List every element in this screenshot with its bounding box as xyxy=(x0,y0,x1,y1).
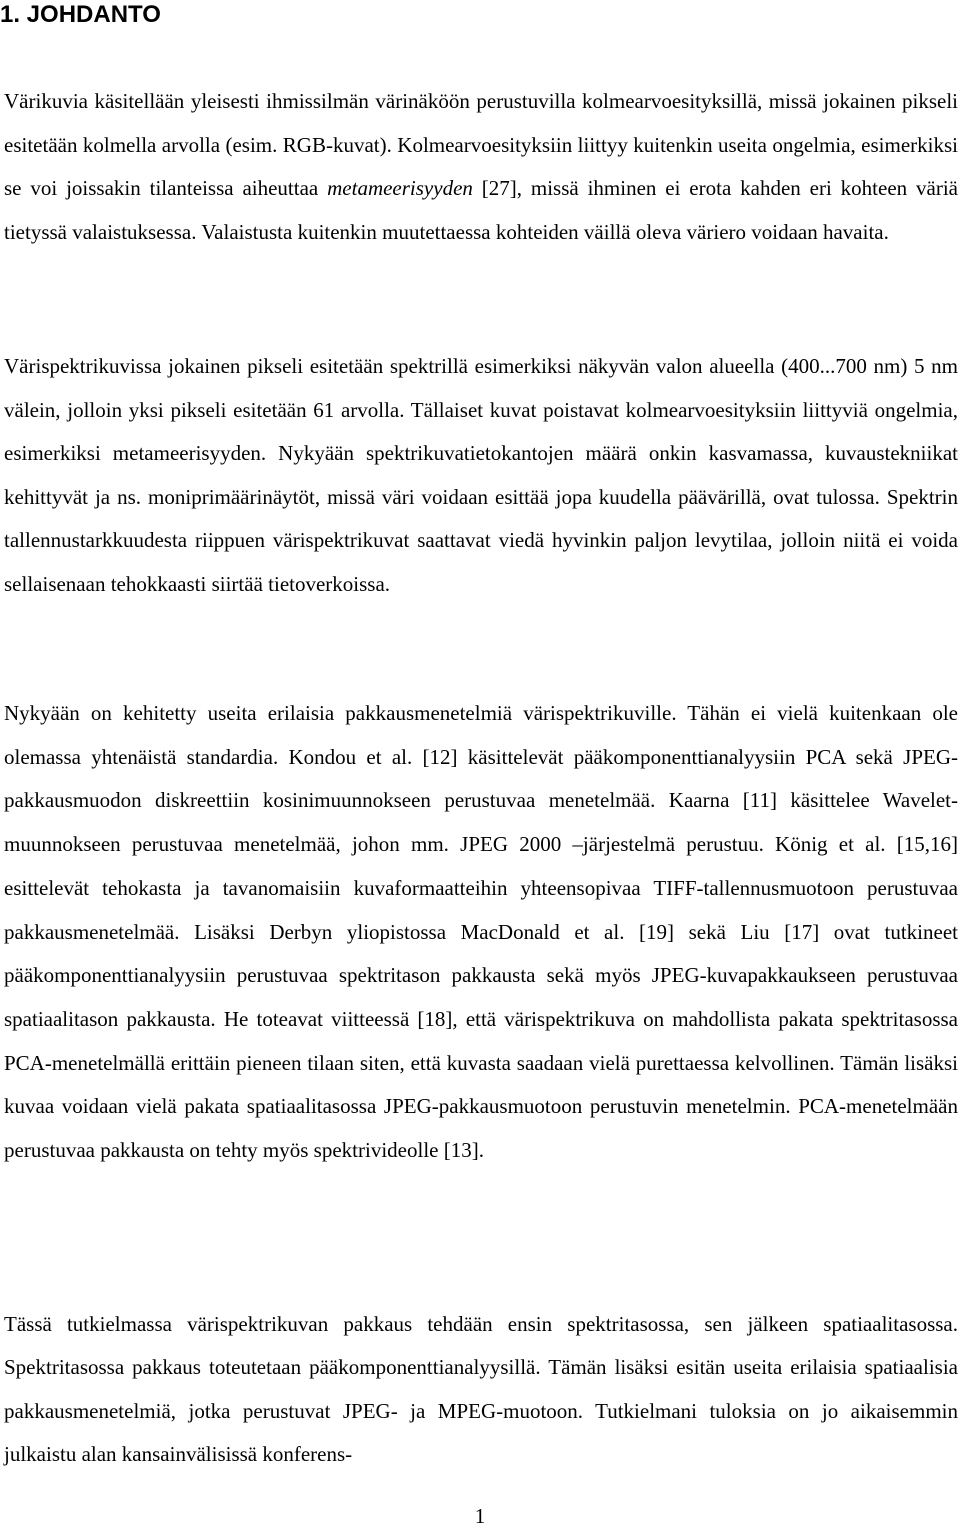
paragraph-thesis-scope-text: Tässä tutkielmassa värispektrikuvan pakkaus tehdään ensin spektritasossa, sen jälkeen spatiaalitasossa. Spektritasossa pakkaus toteutetaan pääkomponenttianalyysillä. Tämän lisäksi esitän useita erilaisia spatiaalisia pakkausmenetelmiä, jotka perustuvat JPEG- ja MPEG-muotoon. Tutkielmani tuloksia on jo aikaisemmin julkaistu alan kansainvälisissä konferens- xyxy=(4,1312,958,1467)
paragraph-intro-text-a: Värikuvia käsitellään yleisesti ihmissilmän värinäköön perustuvilla kolmearvoesityksillä, missä jokainen pikseli esitetään kolmella arvolla (esim. RGB-kuvat). Kolmearvoesityksiin liittyy kuitenkin useita ongelmia, esimerkiksi se voi joissakin tilanteissa aiheuttaa xyxy=(4,89,958,200)
paragraph-intro-emphasis: metameerisyyden xyxy=(327,176,473,200)
section-heading: 1. JOHDANTO xyxy=(0,1,161,28)
paragraph-compression-methods xyxy=(4,692,958,1173)
paragraph-intro-text-b: [27], missä ihminen ei erota kahden eri kohteen väriä tietyssä valaistuksessa. Valaistusta kuitenkin muutettaessa kohteiden väillä oleva väriero voidaan havaita. xyxy=(4,176,958,244)
paragraph-thesis-scope xyxy=(4,1303,958,1477)
page-number: 1 xyxy=(474,1504,486,1528)
paragraph-intro xyxy=(4,80,958,254)
paragraph-spectral-images-text: Värispektrikuvissa jokainen pikseli esitetään spektrillä esimerkiksi näkyvän valon alueella (400...700 nm) 5 nm välein, jolloin yksi pikseli esitetään 61 arvolla. Tällaiset kuvat poistavat kolmearvoesityksiin liittyviä ongelmia, esimerkiksi metameerisyyden. Nykyään spektrikuvatietokantojen määrä onkin kasvamassa, kuvaustekniikat kehittyvät ja ns. moniprimäärinäytöt, missä väri voidaan esittää jopa kuudella päävärillä, ovat tulossa. Spektrin tallennustarkkuudesta riippuen värispektrikuvat saattavat viedä hyvinkin paljon levytilaa, jolloin niitä ei voida sellaisenaan tehokkaasti siirtää tietoverkoissa. xyxy=(4,354,958,596)
paragraph-spectral-images xyxy=(4,345,958,607)
paragraph-compression-methods-text: Nykyään on kehitetty useita erilaisia pakkausmenetelmiä värispektrikuville. Tähän ei vielä kuitenkaan ole olemassa yhtenäistä standardia. Kondou et al. [12] käsittelevät pääkomponenttianalyysiin PCA sekä JPEG-pakkausmuodon diskreettiin kosinimuunnokseen perustuvaa menetelmää. Kaarna [11] käsittelee Wavelet-muunnokseen perustuvaa menetelmää, johon mm. JPEG 2000 –järjestelmä perustuu. König et al. [15,16] esittelevät tehokasta ja tavanomaisiin kuvaformaatteihin yhteensopivaa TIFF-tallennusmuotoon perustuvaa pakkausmenetelmää. Lisäksi Derbyn yliopistossa MacDonald et al. [19] sekä Liu [17] ovat tutkineet pääkomponenttianalyysiin perustuvaa spektritason pakkausta sekä myös JPEG-kuvapakkaukseen perustuvaa spatiaalitason pakkausta. He toteavat viitteessä [18], että värispektrikuva on mahdollista pakata spektritasossa PCA-menetelmällä erittäin pieneen tilaan siten, että kuvasta saadaan vielä purettaessa kelvollinen. Tämän lisäksi kuvaa voidaan vielä pakata spatiaalitasossa JPEG-pakkausmuotoon perustuvin menetelmin. PCA-menetelmään perustuvaa pakkausta on tehty myös spektrivideolle [13]. xyxy=(4,701,958,1163)
